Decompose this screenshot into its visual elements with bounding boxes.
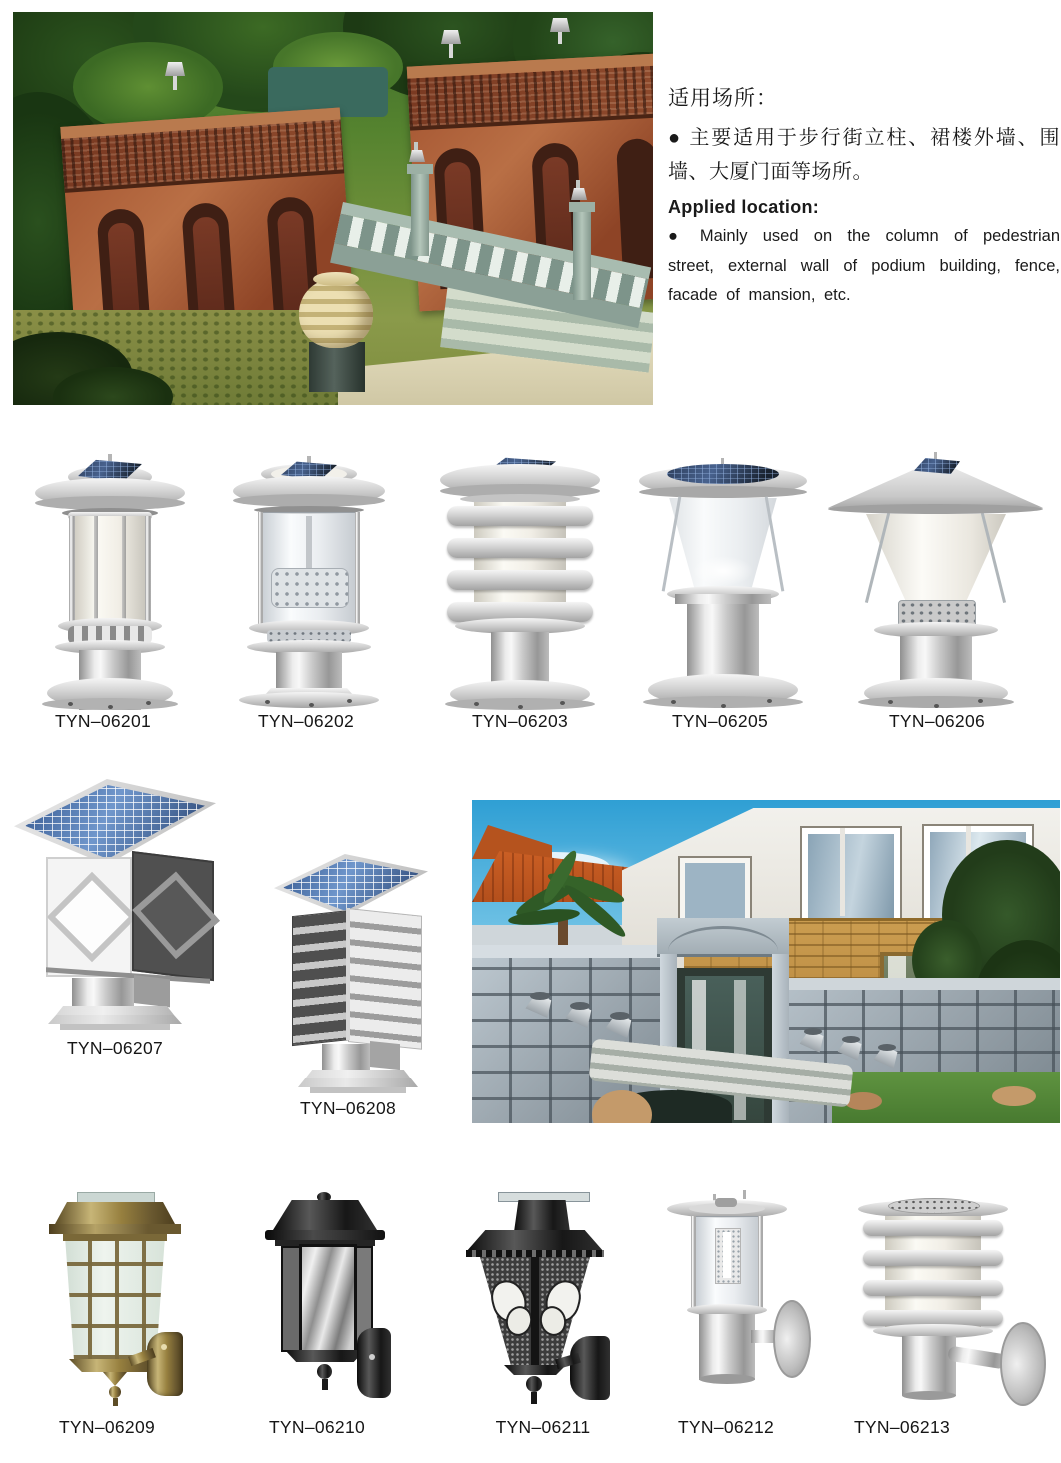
model-label-tyn-06203: TYN–06203 <box>471 711 569 731</box>
intro-heading-en: Applied location: <box>668 197 820 218</box>
product-image-tyn-06208 <box>258 848 443 1094</box>
intro-heading-cn: 适用场所： <box>668 87 778 110</box>
product-image-tyn-06210 <box>245 1188 405 1410</box>
model-label-tyn-06208: TYN–06208 <box>299 1098 397 1118</box>
product-image-tyn-06213 <box>840 1188 1055 1410</box>
product-image-tyn-06212 <box>655 1188 815 1410</box>
model-label-tyn-06211: TYN–06211 <box>495 1417 591 1437</box>
model-label-tyn-06210: TYN–06210 <box>268 1417 366 1437</box>
model-label-tyn-06213: TYN–06213 <box>853 1417 951 1437</box>
product-image-tyn-06201 <box>28 452 193 710</box>
model-label-tyn-06206: TYN–06206 <box>888 711 986 731</box>
intro-body-cn: ● 主要适用于步行街立柱、裙楼外墙、围墙、大厦门面等场所。 <box>668 127 1060 183</box>
model-label-tyn-06212: TYN–06212 <box>677 1417 775 1437</box>
product-image-tyn-06211 <box>440 1188 630 1410</box>
intro-section <box>668 82 1060 310</box>
villa-photo <box>472 800 1060 1123</box>
model-label-tyn-06209: TYN–06209 <box>58 1417 156 1437</box>
product-image-tyn-06209 <box>25 1188 200 1410</box>
model-label-tyn-06205: TYN–06205 <box>671 711 769 731</box>
intro-body-en: ● Mainly used on the column of pedestrian street, external wall of podium building, fence, facade of mansion, etc. <box>668 227 1060 304</box>
garden-photo <box>13 12 653 405</box>
product-image-tyn-06207 <box>10 775 220 1030</box>
model-label-tyn-06202: TYN–06202 <box>257 711 355 731</box>
product-image-tyn-06202 <box>225 452 393 710</box>
product-image-tyn-06203 <box>436 452 604 710</box>
model-label-tyn-06207: TYN–06207 <box>66 1038 164 1058</box>
product-image-tyn-06205 <box>637 452 809 710</box>
model-label-tyn-06201: TYN–06201 <box>54 711 152 731</box>
product-image-tyn-06206 <box>828 450 1043 712</box>
